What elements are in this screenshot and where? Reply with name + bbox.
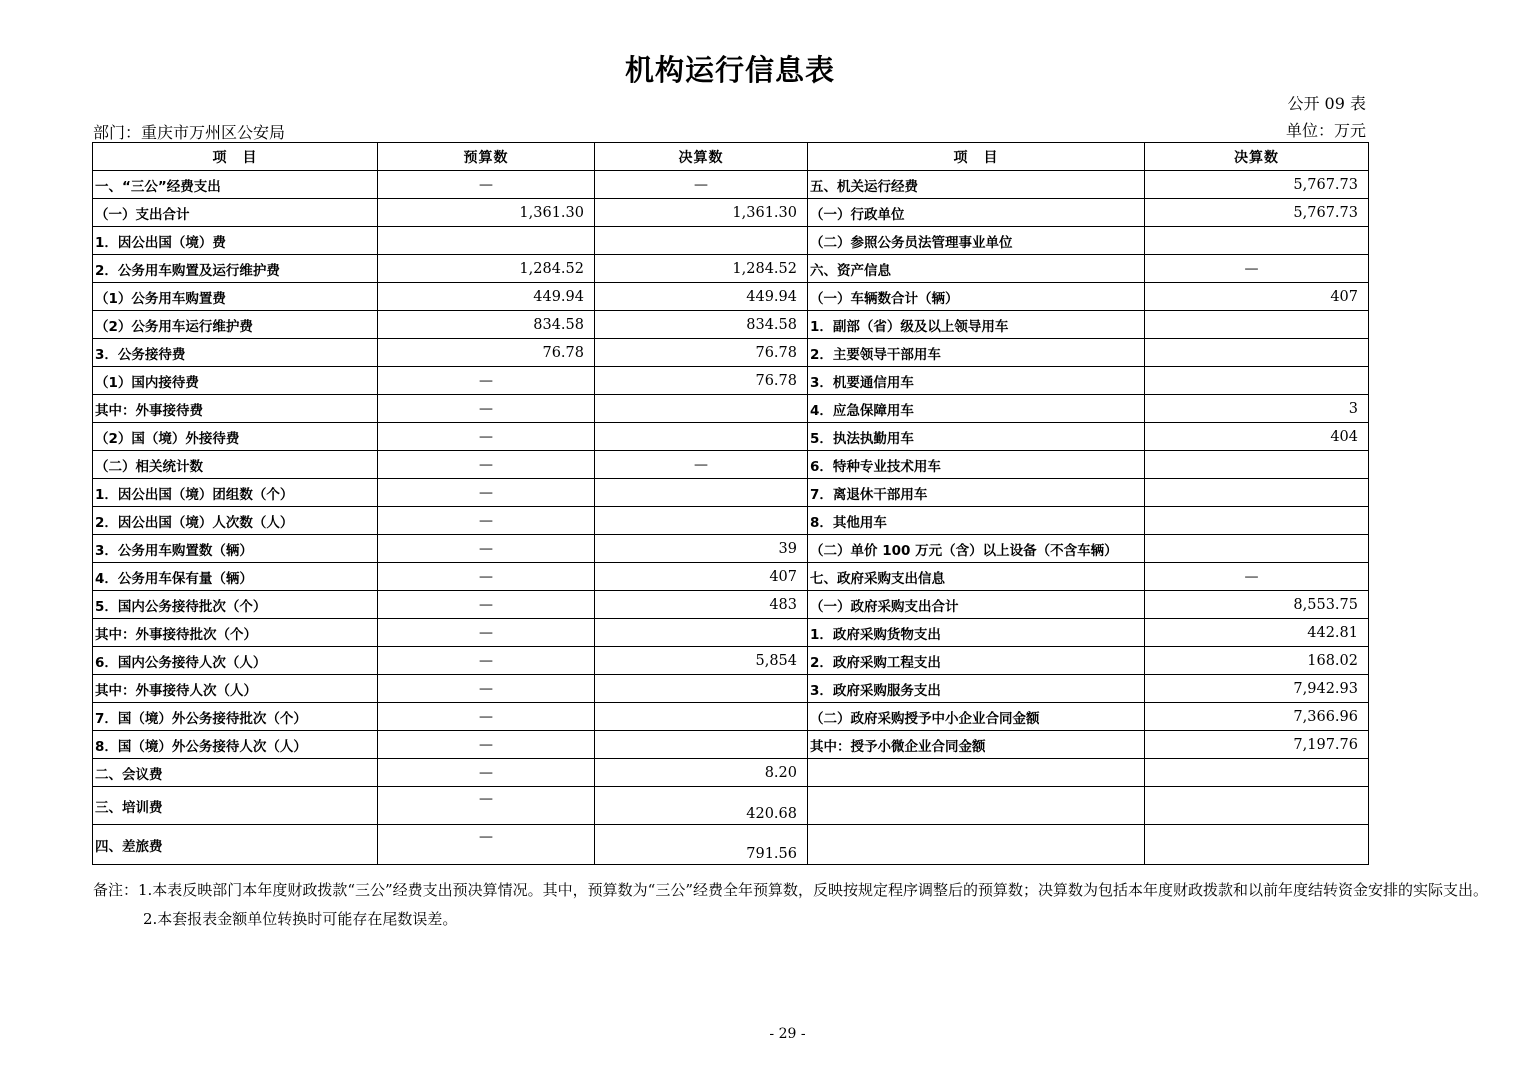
row-label: （2）公务用车运行维护费 [93,311,378,339]
right-actual-value: 404 [1145,423,1369,451]
row-label: 3．公务用车购置数（辆） [93,535,378,563]
right-row-label: 1．政府采购货物支出 [808,619,1145,647]
right-actual-value [1145,759,1369,787]
actual-value: 5,854 [595,647,808,675]
budget-value: — [378,825,595,865]
actual-value: 407 [595,563,808,591]
table-row [93,395,1369,423]
budget-value: — [378,451,595,479]
budget-value: — [378,171,595,199]
budget-value: — [378,647,595,675]
actual-value [595,507,808,535]
right-row-label: （一）政府采购支出合计 [808,591,1145,619]
budget-value: — [378,619,595,647]
row-label: 5．国内公务接待批次（个） [93,591,378,619]
right-row-label: （二）单价 100 万元（含）以上设备（不含车辆） [808,535,1145,563]
right-row-label: （一）行政单位 [808,199,1145,227]
table-row [93,591,1369,619]
budget-value: — [378,479,595,507]
table-row [93,423,1369,451]
right-row-label: 1．副部（省）级及以上领导用车 [808,311,1145,339]
budget-value: — [378,395,595,423]
right-actual-value: 5,767.73 [1145,199,1369,227]
table-row [93,759,1369,787]
actual-value [595,423,808,451]
right-row-label: 五、机关运行经费 [808,171,1145,199]
table-row [93,825,1369,865]
table-row [93,731,1369,759]
right-actual-value: 168.02 [1145,647,1369,675]
right-row-label: 2．主要领导干部用车 [808,339,1145,367]
budget-value: 1,284.52 [378,255,595,283]
actual-value: 39 [595,535,808,563]
right-actual-value [1145,825,1369,865]
actual-value: 8.20 [595,759,808,787]
actual-value: 76.78 [595,339,808,367]
table-row [93,787,1369,825]
row-label: （1）公务用车购置费 [93,283,378,311]
budget-value: — [378,703,595,731]
table-row [93,619,1369,647]
table-row [93,283,1369,311]
row-label: 2．因公出国（境）人次数（人） [93,507,378,535]
right-row-label: 七、政府采购支出信息 [808,563,1145,591]
right-row-label: 六、资产信息 [808,255,1145,283]
table-row [93,227,1369,255]
budget-value [378,227,595,255]
actual-value [595,703,808,731]
budget-value: — [378,675,595,703]
budget-value: — [378,591,595,619]
header-item: 项 目 [93,143,378,171]
right-row-label: 3．政府采购服务支出 [808,675,1145,703]
right-actual-value: 7,366.96 [1145,703,1369,731]
table-row [93,339,1369,367]
row-label: 4．公务用车保有量（辆） [93,563,378,591]
right-row-label: 3．机要通信用车 [808,367,1145,395]
actual-value: 1,284.52 [595,255,808,283]
actual-value [595,479,808,507]
table-row [93,311,1369,339]
actual-value: 1,361.30 [595,199,808,227]
actual-value [595,675,808,703]
right-row-label: 8．其他用车 [808,507,1145,535]
page-number: - 29 - [769,1026,806,1042]
notes [93,876,1503,934]
actual-value: — [595,171,808,199]
right-actual-value [1145,507,1369,535]
right-actual-value [1145,339,1369,367]
right-actual-value: — [1145,255,1369,283]
budget-value: 76.78 [378,339,595,367]
right-actual-value: 407 [1145,283,1369,311]
row-label: 6．国内公务接待人次（人） [93,647,378,675]
actual-value: — [595,451,808,479]
right-row-label [808,787,1145,825]
row-label: 其中：外事接待费 [93,395,378,423]
right-actual-value: 7,942.93 [1145,675,1369,703]
right-row-label: 其中：授予小微企业合同金额 [808,731,1145,759]
page-title: 机构运行信息表 [624,53,835,87]
table-row [93,199,1369,227]
right-row-label: 7．离退休干部用车 [808,479,1145,507]
right-row-label: 4．应急保障用车 [808,395,1145,423]
actual-value: 834.58 [595,311,808,339]
table-row [93,675,1369,703]
right-actual-value: 5,767.73 [1145,171,1369,199]
table-number: 公开 09 表 [1287,94,1366,113]
row-label: 3．公务接待费 [93,339,378,367]
right-actual-value: — [1145,563,1369,591]
right-actual-value: 442.81 [1145,619,1369,647]
actual-value: 791.56 [595,825,808,865]
right-actual-value [1145,451,1369,479]
row-label: 2．公务用车购置及运行维护费 [93,255,378,283]
header-actual-right: 决算数 [1145,143,1369,171]
row-label: （1）国内接待费 [93,367,378,395]
row-label: 7．国（境）外公务接待批次（个） [93,703,378,731]
budget-value: — [378,731,595,759]
actual-value [595,731,808,759]
department-label: 部门：重庆市万州区公安局 [93,123,286,142]
header-actual: 决算数 [595,143,808,171]
budget-value: — [378,563,595,591]
budget-value: — [378,423,595,451]
table-row [93,171,1369,199]
note-line-2: 2.本套报表金额单位转换时可能存在尾数误差。 [143,910,458,928]
row-label: 三、培训费 [93,787,378,825]
right-actual-value [1145,227,1369,255]
right-row-label [808,759,1145,787]
table-row [93,647,1369,675]
table-row [93,703,1369,731]
budget-value: — [378,367,595,395]
right-actual-value: 7,197.76 [1145,731,1369,759]
actual-value: 420.68 [595,787,808,825]
row-label: 1．因公出国（境）团组数（个） [93,479,378,507]
budget-value: 1,361.30 [378,199,595,227]
table-row [93,479,1369,507]
budget-value: — [378,759,595,787]
row-label: （一）支出合计 [93,199,378,227]
row-label: 其中：外事接待人次（人） [93,675,378,703]
row-label: 四、差旅费 [93,825,378,865]
header-item-right: 项 目 [808,143,1145,171]
budget-value: 834.58 [378,311,595,339]
table-row [93,255,1369,283]
budget-value: — [378,535,595,563]
right-row-label: 6．特种专业技术用车 [808,451,1145,479]
actual-value: 76.78 [595,367,808,395]
table-row [93,451,1369,479]
table-row [93,507,1369,535]
actual-value [595,619,808,647]
right-actual-value [1145,535,1369,563]
budget-value: — [378,507,595,535]
row-label: 一、“三公”经费支出 [93,171,378,199]
table-row [93,563,1369,591]
actual-value: 483 [595,591,808,619]
right-row-label [808,825,1145,865]
header-budget: 预算数 [378,143,595,171]
table-row [93,367,1369,395]
actual-value: 449.94 [595,283,808,311]
note-line-1: 备注：1.本表反映部门本年度财政拨款“三公”经费支出预决算情况。其中，预算数为“三公”经费全年预算数，反映按规定程序调整后的预算数；决算数为包括本年度财政拨款和以前年度结转资金安排的实际支出。 [93,881,1488,899]
right-actual-value [1145,311,1369,339]
right-actual-value [1145,787,1369,825]
row-label: 其中：外事接待批次（个） [93,619,378,647]
row-label: 1．因公出国（境）费 [93,227,378,255]
row-label: 二、会议费 [93,759,378,787]
table-header-row [93,143,1369,171]
right-row-label: （二）政府采购授予中小企业合同金额 [808,703,1145,731]
info-table [92,142,1369,865]
table-row [93,535,1369,563]
row-label: （2）国（境）外接待费 [93,423,378,451]
table-body [93,171,1369,865]
row-label: （二）相关统计数 [93,451,378,479]
unit-label: 单位：万元 [1285,121,1366,140]
right-row-label: 5．执法执勤用车 [808,423,1145,451]
right-actual-value: 8,553.75 [1145,591,1369,619]
right-row-label: （一）车辆数合计（辆） [808,283,1145,311]
right-row-label: 2．政府采购工程支出 [808,647,1145,675]
actual-value [595,395,808,423]
right-actual-value: 3 [1145,395,1369,423]
right-actual-value [1145,479,1369,507]
budget-value: — [378,787,595,825]
right-row-label: （二）参照公务员法管理事业单位 [808,227,1145,255]
row-label: 8．国（境）外公务接待人次（人） [93,731,378,759]
actual-value [595,227,808,255]
right-actual-value [1145,367,1369,395]
budget-value: 449.94 [378,283,595,311]
